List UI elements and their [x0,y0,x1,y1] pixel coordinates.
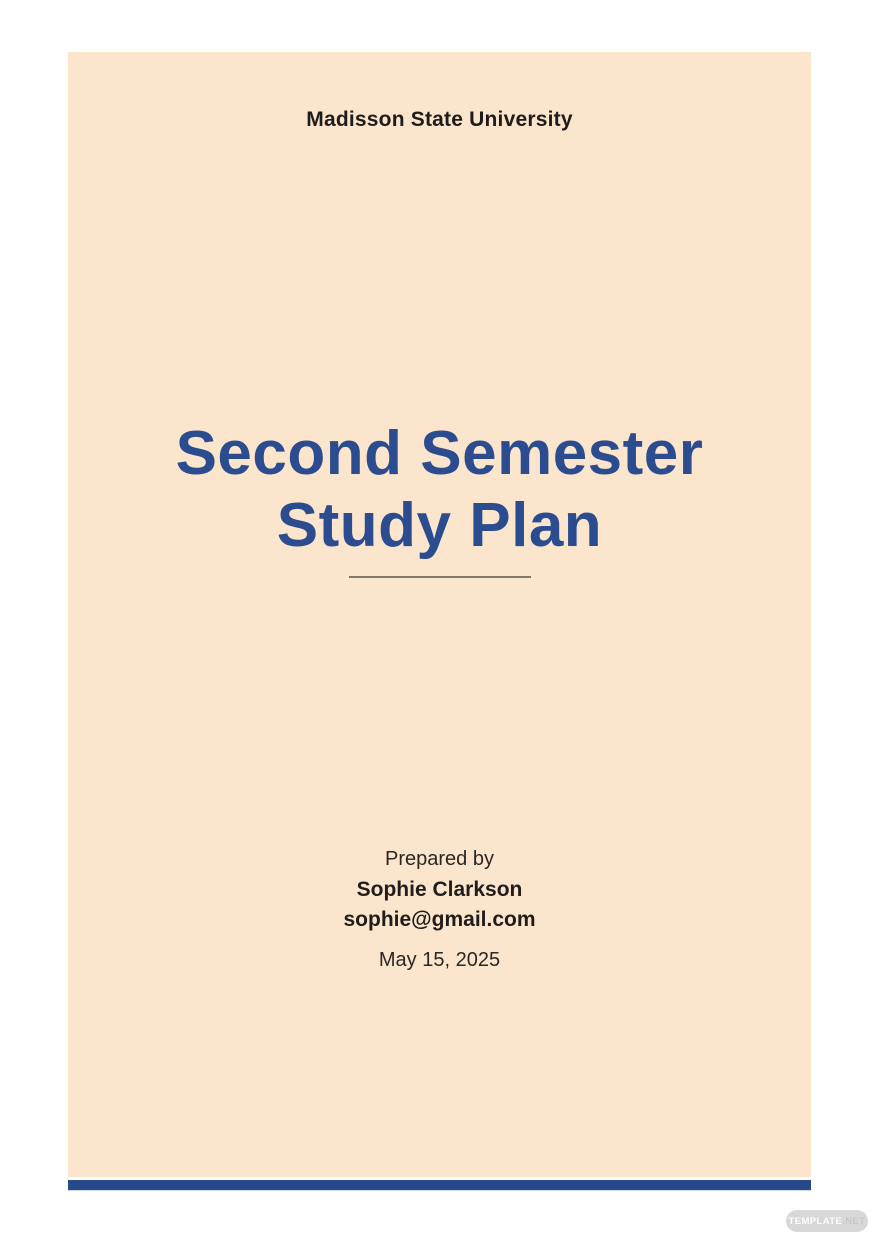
watermark-brand-text: TEMPLATE [788,1215,843,1227]
title-line-1: Second Semester [175,419,704,488]
prepared-by-label: Prepared by [385,848,494,870]
watermark-suffix-text: .NET [842,1215,866,1227]
author-name: Sophie Clarkson [356,878,523,901]
footer-accent-bar [68,1180,811,1191]
cover-page [68,52,811,1177]
title-divider [349,576,531,578]
author-email: sophie@gmail.com [343,908,536,931]
preparation-date: May 15, 2025 [378,949,501,971]
watermark-badge [786,1210,868,1232]
document-title [68,418,811,562]
title-line-2: Study Plan [276,491,603,560]
university-name: Madisson State University [306,108,573,131]
prepared-by-block [68,848,811,972]
